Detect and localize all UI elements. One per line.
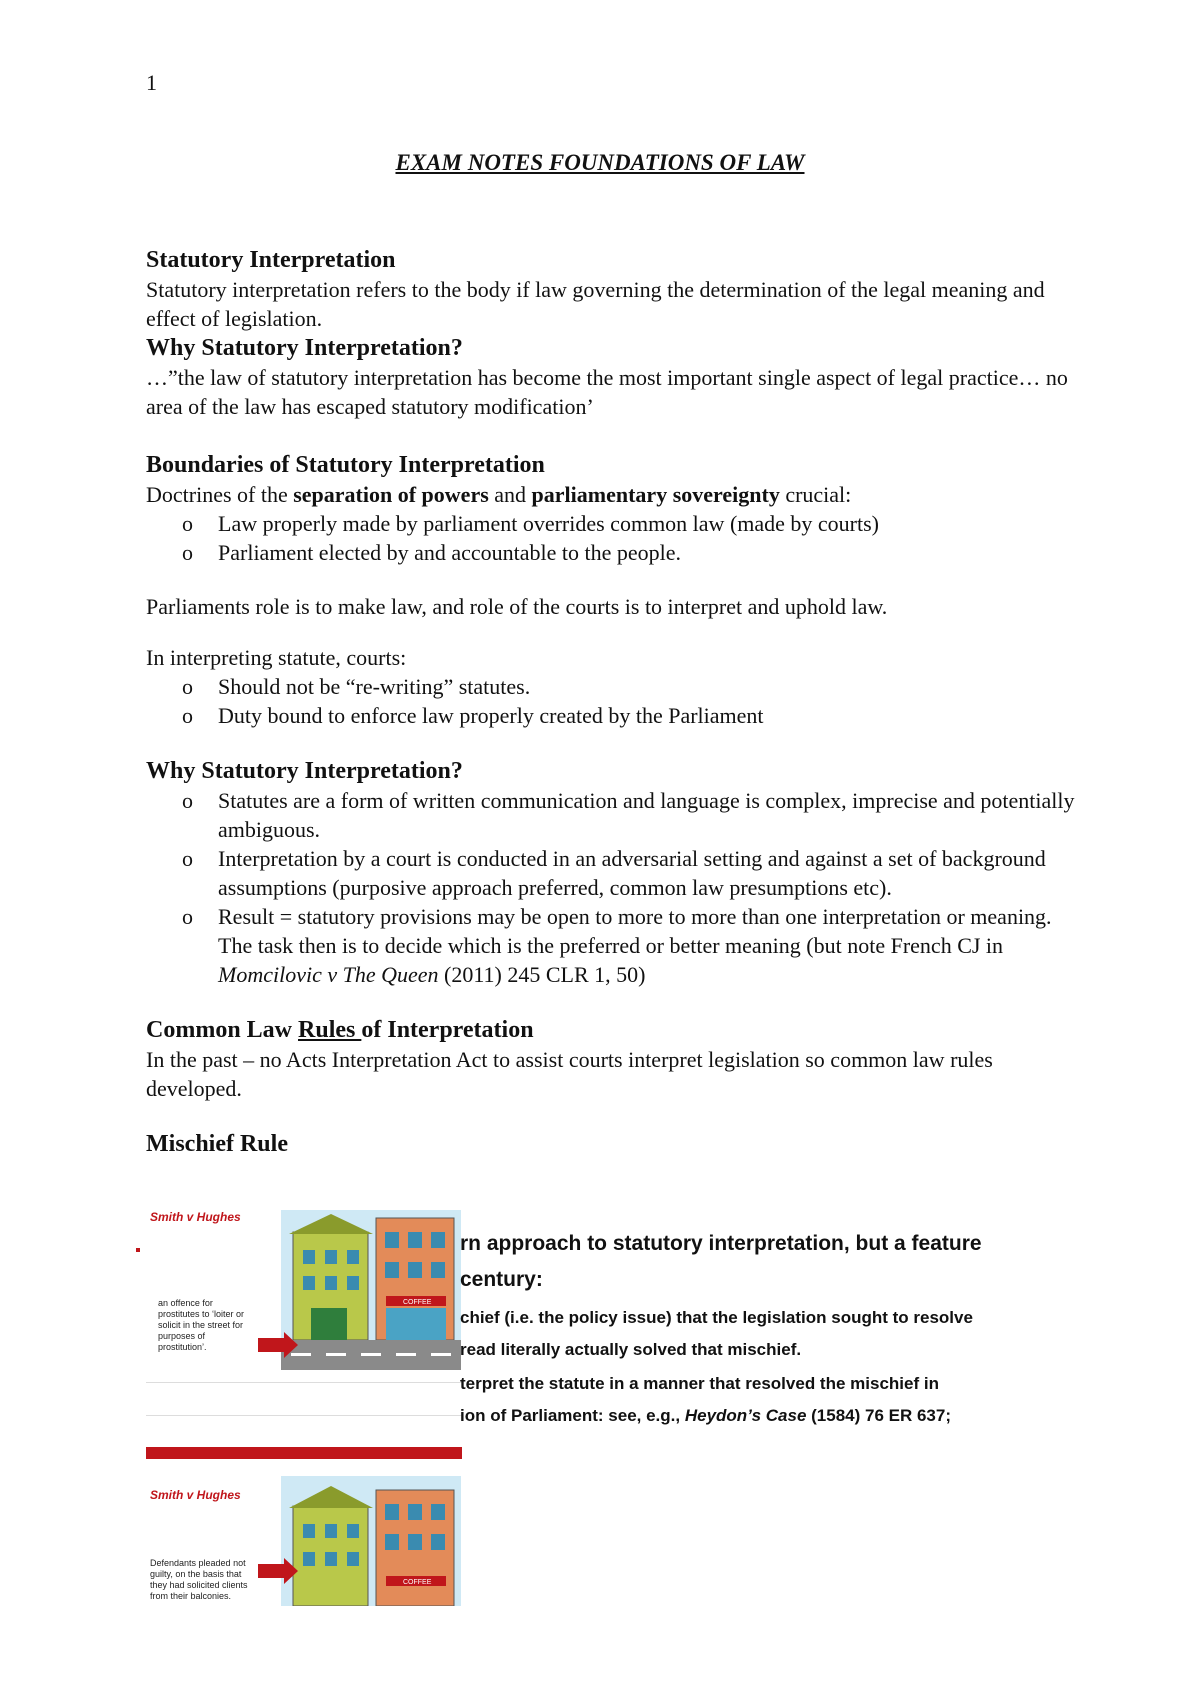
list-item: o Should not be “re-writing” statutes. bbox=[146, 672, 1076, 701]
document-title: EXAM NOTES FOUNDATIONS OF LAW bbox=[395, 150, 805, 175]
case-citation: (2011) 245 CLR 1, 50) bbox=[438, 962, 646, 987]
slide-1-caption: an offence for prostitutes to ‘loiter or solicit in the street for purposes of prostitution’. bbox=[158, 1298, 245, 1352]
heading-common-law-rules: Common Law Rules of Interpretation bbox=[146, 1017, 534, 1043]
list-item: o Parliament elected by and accountable to the people. bbox=[146, 538, 1076, 567]
paragraph-roles: Parliaments role is to make law, and role of the courts is to interpret and uphold law. bbox=[146, 594, 888, 619]
slide-line: century: bbox=[460, 1268, 543, 1291]
slide-line: ion of Parliament: see, e.g., Heydon’s Case (1584) 76 ER 637; bbox=[460, 1406, 952, 1425]
svg-text:COFFEE: COFFEE bbox=[403, 1579, 432, 1586]
slide-line: terpret the statute in a manner that resolved the mischief in bbox=[460, 1374, 939, 1393]
paragraph-courts: In interpreting statute, courts: bbox=[146, 645, 407, 670]
why-list bbox=[146, 786, 1076, 989]
slide-line: read literally actually solved that mischief. bbox=[460, 1340, 802, 1359]
svg-text:COFFEE: COFFEE bbox=[403, 1299, 432, 1306]
page-number: 1 bbox=[146, 70, 157, 95]
paragraph-common-law: In the past – no Acts Interpretation Act to assist courts interpret legislation so common law rules developed. bbox=[146, 1047, 993, 1101]
list-item: o Statutes are a form of written communication and language is complex, imprecise and potentially ambiguous. bbox=[146, 786, 1076, 844]
street-buildings-icon bbox=[281, 1210, 461, 1370]
bullet-dot-icon bbox=[136, 1248, 140, 1252]
doctrines-crucial: crucial: bbox=[779, 482, 852, 507]
arrow-icon bbox=[258, 1332, 298, 1358]
doctrines-text: Doctrines of the bbox=[146, 482, 294, 507]
slide-2-caption: Defendants pleaded not guilty, on the basis that they had solicited clients from their balconies. bbox=[150, 1558, 248, 1601]
list-item: o Duty bound to enforce law properly created by the Parliament bbox=[146, 701, 1076, 730]
doctrines-and: and bbox=[488, 482, 532, 507]
list-item: o Law properly made by parliament overrides common law (made by courts) bbox=[146, 509, 1076, 538]
slide-line: chief (i.e. the policy issue) that the legislation sought to resolve bbox=[460, 1308, 973, 1327]
separation-of-powers: separation of powers bbox=[293, 482, 489, 507]
heading-mischief-rule: Mischief Rule bbox=[146, 1131, 288, 1157]
list-item bbox=[146, 902, 1076, 989]
heading-statutory-interpretation: Statutory Interpretation bbox=[146, 247, 396, 273]
street-buildings-icon bbox=[281, 1476, 461, 1606]
slide-1-title: Smith v Hughes bbox=[150, 1210, 241, 1224]
case-name: Momcilovic v The Queen bbox=[218, 962, 439, 987]
paragraph-quote: …”the law of statutory interpretation has become the most important single aspect of legal practice… no area of the law has escaped statutory modification’ bbox=[146, 365, 1068, 419]
slide-2-image bbox=[146, 1476, 462, 1606]
boundaries-list bbox=[146, 509, 1076, 567]
document-body bbox=[146, 245, 1076, 1159]
courts-list bbox=[146, 672, 1076, 730]
heading-why-statutory-interpretation: Why Statutory Interpretation? bbox=[146, 335, 463, 361]
slide-line: rn approach to statutory interpretation, but a feature bbox=[460, 1232, 982, 1255]
heading-boundaries: Boundaries of Statutory Interpretation bbox=[146, 452, 545, 478]
parliamentary-sovereignty: parliamentary sovereignty bbox=[531, 482, 780, 507]
embedded-slides bbox=[146, 1210, 1046, 1610]
slide-1-image bbox=[146, 1210, 462, 1450]
arrow-icon bbox=[258, 1558, 298, 1584]
slide-red-bar bbox=[146, 1447, 462, 1459]
heading-why-statutory-interpretation-2: Why Statutory Interpretation? bbox=[146, 758, 463, 784]
paragraph-definition: Statutory interpretation refers to the body if law governing the determination of the legal meaning and effect of legislation. bbox=[146, 277, 1045, 331]
result-text: Result = statutory provisions may be open to more to more than one interpretation or meaning. The task then is to decide which is the preferred or better meaning (but note French CJ in bbox=[218, 904, 1052, 958]
list-item: o Interpretation by a court is conducted in an adversarial setting and against a set of background assumptions (purposive approach preferred, common law presumptions etc). bbox=[146, 844, 1076, 902]
slide-2-title: Smith v Hughes bbox=[150, 1488, 241, 1502]
paragraph-doctrines bbox=[146, 480, 1076, 509]
